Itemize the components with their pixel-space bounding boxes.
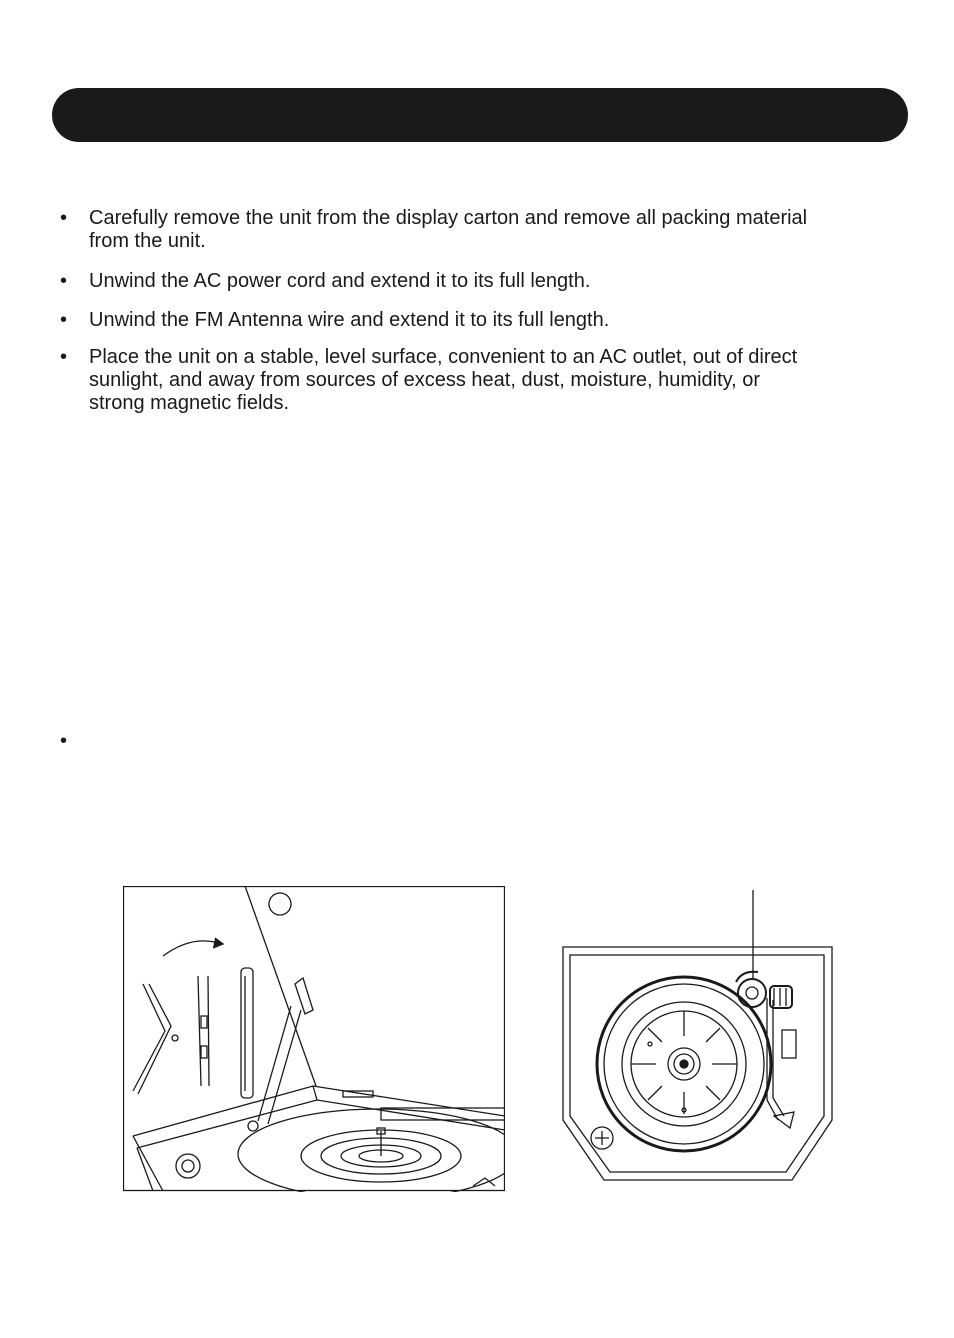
list-item-text: Place the unit on a stable, level surface, convenient to an AC outlet, out of direct sunlight, and away from sources of excess heat, dust, moisture, humidity, or strong magnetic fields. bbox=[89, 346, 798, 414]
bullet-icon: • bbox=[60, 207, 68, 229]
bullet-icon: • bbox=[60, 346, 68, 368]
section-header-bar bbox=[52, 88, 908, 142]
list-item-text: Unwind the AC power cord and extend it to its full length. bbox=[89, 270, 591, 292]
list-item-text: Carefully remove the unit from the display carton and remove all packing material from the unit. bbox=[89, 207, 808, 252]
list-item-text: Unwind the FM Antenna wire and extend it to its full length. bbox=[89, 309, 610, 331]
turntable-top-view-illustration bbox=[562, 890, 834, 1184]
lid-hinge-illustration bbox=[123, 886, 505, 1192]
empty-bullet-icon: • bbox=[60, 730, 68, 752]
bullet-icon: • bbox=[60, 309, 68, 331]
bullet-icon: • bbox=[60, 270, 68, 292]
